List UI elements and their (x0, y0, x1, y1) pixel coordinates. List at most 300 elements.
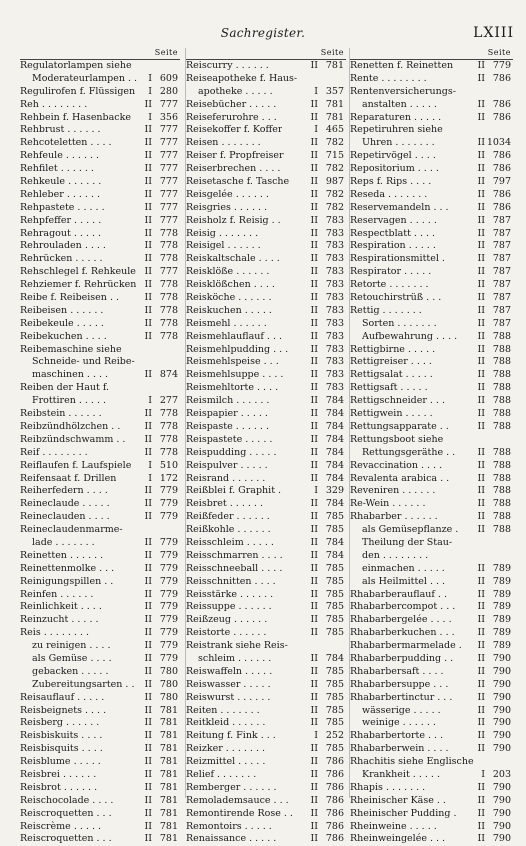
entry-page: 790 (492, 717, 511, 729)
entry-volume: II (477, 678, 485, 690)
entry-term: Rhabarbercompot . . . (350, 601, 456, 613)
entry-volume: II (310, 652, 318, 664)
entry-volume: II (144, 433, 152, 445)
index-entry (186, 614, 346, 627)
entry-volume: II (477, 472, 485, 484)
entry-page: 785 (325, 678, 344, 690)
entry-term: Reisig . . . . . . . (186, 227, 259, 239)
index-entry (20, 318, 180, 331)
entry-volume: II (144, 266, 152, 278)
entry-page: 203 (492, 768, 511, 780)
index-entry (20, 150, 180, 163)
entry-reference (304, 408, 346, 421)
entry-term: Reisbisquits . . . . (20, 743, 103, 755)
entry-reference (138, 485, 180, 498)
index-entry (186, 756, 346, 769)
entry-page: 783 (325, 343, 344, 355)
entry-volume: I (314, 485, 318, 497)
index-entry (20, 640, 180, 653)
entry-reference (138, 743, 180, 756)
entry-reference (471, 821, 513, 834)
entry-term: Regulatorlampen siehe (20, 60, 132, 71)
index-entry (20, 189, 180, 202)
entry-page: 780 (159, 665, 178, 677)
entry-page: 787 (492, 227, 511, 239)
entry-term: Reifensaat f. Drillen (20, 472, 117, 484)
entry-term: Theilung der Stau- (362, 536, 453, 548)
entry-term: Revaccination . . . . (350, 459, 443, 471)
entry-term: Renaissance . . . . . (186, 833, 277, 845)
entry-term: Rehcoteletten . . . . (20, 137, 112, 149)
entry-reference (471, 228, 513, 241)
entry-volume: I (148, 72, 152, 84)
entry-term: Reiskaltschale . . . . (186, 253, 280, 265)
entry-term: Relief . . . . . . . (186, 768, 257, 780)
entry-volume: II (144, 536, 152, 548)
index-entry (350, 421, 513, 434)
entry-volume: II (477, 691, 485, 703)
seite-label: Seite (320, 48, 344, 57)
entry-volume: II (477, 446, 485, 458)
entry-reference (304, 137, 346, 150)
index-entry (350, 176, 513, 189)
entry-term: Reisbrei . . . . . . (20, 768, 97, 780)
entry-term: Reisgries . . . . . . (186, 201, 268, 213)
entry-term: Reiscrème . . . . . (20, 820, 102, 832)
entry-page: 788 (492, 446, 511, 458)
entry-term: Rettungsapparate . . (350, 420, 449, 432)
entry-term: Reibekuchen . . . . (20, 330, 107, 342)
entry-volume: II (477, 627, 485, 639)
entry-page: 778 (159, 227, 178, 239)
entry-term: Rettigwein . . . . . (350, 408, 433, 420)
entry-page: 510 (159, 459, 178, 471)
entry-page: 779 (159, 640, 178, 652)
entry-reference (471, 705, 513, 718)
entry-page: 778 (159, 408, 178, 420)
index-entry (350, 769, 513, 782)
entry-page: 779 (159, 498, 178, 510)
entry-reference (138, 782, 180, 795)
index-entry (186, 266, 346, 279)
entry-page: 785 (325, 704, 344, 716)
index-entry (20, 59, 180, 73)
entry-page: 788 (492, 382, 511, 394)
entry-page: 790 (492, 652, 511, 664)
index-entry (20, 137, 180, 150)
index-entry (186, 176, 346, 189)
index-entry (350, 601, 513, 614)
entry-volume: I (481, 768, 485, 780)
entry-volume: II (310, 382, 318, 394)
index-entry (186, 73, 346, 86)
entry-term: Reiben der Haut f. (20, 382, 110, 394)
index-entry (20, 434, 180, 447)
index-entry (186, 137, 346, 150)
index-entry (350, 730, 513, 743)
entry-term: Reisbeignets . . . . (20, 704, 107, 716)
index-entry (350, 112, 513, 125)
entry-volume: II (310, 549, 318, 561)
entry-reference (138, 112, 180, 125)
entry-page: 783 (325, 227, 344, 239)
entry-reference (471, 511, 513, 524)
entry-reference (138, 73, 180, 86)
entry-page: 781 (325, 111, 344, 123)
entry-volume: II (310, 176, 318, 188)
entry-volume: II (310, 369, 318, 381)
entry-volume: II (310, 704, 318, 716)
entry-volume: II (477, 292, 485, 304)
entry-term: als Gemüse . . . . (32, 652, 112, 664)
entry-term: Rhabarbersaft . . . . (350, 665, 444, 677)
entry-volume: II (310, 820, 318, 832)
entry-term: Reps f. Rips . . . . (350, 176, 432, 188)
entry-term: zu reinigen . . . . (32, 640, 111, 652)
entry-reference (471, 576, 513, 589)
entry-volume: II (477, 163, 485, 175)
index-entry (350, 653, 513, 666)
entry-volume: II (310, 240, 318, 252)
entry-term: maschinen . . . . (32, 369, 109, 381)
entry-page: 781 (159, 768, 178, 780)
entry-page: 785 (325, 601, 344, 613)
entry-volume: II (310, 691, 318, 703)
entry-page: 785 (325, 665, 344, 677)
entry-page: 786 (492, 150, 511, 162)
entry-volume: II (144, 240, 152, 252)
entry-term: Re-Wein . . . . . . (350, 498, 426, 510)
entry-reference (138, 576, 180, 589)
entry-volume: II (477, 317, 485, 329)
index-entry (186, 292, 346, 305)
entry-page: 329 (325, 485, 344, 497)
entry-page: 790 (492, 704, 511, 716)
entry-volume: II (144, 794, 152, 806)
entry-volume: II (310, 201, 318, 213)
entry-term: Zubereitungsarten . . (32, 678, 135, 690)
entry-volume: II (144, 768, 152, 780)
entry-volume: II (144, 652, 152, 664)
entry-reference (471, 382, 513, 395)
index-entry (186, 112, 346, 125)
entry-term: Aufbewahrung . . . . (362, 330, 458, 342)
entry-page: 779 (159, 485, 178, 497)
entry-volume: II (310, 665, 318, 677)
index-entry (20, 666, 180, 679)
entry-term: Reseda . . . . . . . (350, 188, 428, 200)
index-entry (20, 692, 180, 705)
entry-volume: II (310, 292, 318, 304)
entry-page: 781 (325, 60, 344, 71)
index-entry (186, 524, 346, 537)
entry-reference (304, 86, 346, 99)
entry-page: 786 (325, 756, 344, 768)
entry-reference (304, 627, 346, 640)
entry-reference (138, 124, 180, 137)
entry-reference (471, 550, 513, 563)
entry-page: 465 (325, 124, 344, 136)
entry-volume: II (310, 279, 318, 291)
entry-page: 789 (492, 588, 511, 600)
entry-volume: II (477, 214, 485, 226)
entry-reference (304, 717, 346, 730)
entry-volume: II (310, 227, 318, 239)
entry-page: 785 (325, 588, 344, 600)
entry-term: Reiscroquetten . . . (20, 833, 112, 845)
entry-term: Reinetten . . . . . . (20, 549, 104, 561)
index-entry (20, 833, 180, 846)
entry-volume: II (477, 369, 485, 381)
entry-term: Rettig . . . . . . . (350, 304, 422, 316)
entry-volume: II (477, 562, 485, 574)
entry-page: 781 (159, 820, 178, 832)
entry-term: Reismehlspeise . . . (186, 356, 279, 368)
entry-page: 777 (159, 150, 178, 162)
entry-term: Reisblume . . . . . (20, 756, 101, 768)
entry-page: 788 (492, 356, 511, 368)
entry-reference (304, 756, 346, 769)
entry-term: Reisholz f. Reisig . . (186, 214, 281, 226)
entry-volume: II (310, 743, 318, 755)
index-entry (350, 395, 513, 408)
entry-page: 277 (159, 395, 178, 407)
entry-volume: II (310, 420, 318, 432)
index-entry (20, 524, 180, 537)
index-entry (186, 305, 346, 318)
index-entry (186, 124, 346, 137)
entry-page: 783 (325, 292, 344, 304)
entry-volume: II (310, 627, 318, 639)
entry-page: 778 (159, 446, 178, 458)
entry-term: Rentenversicherungs- (350, 85, 456, 97)
index-entry (20, 589, 180, 602)
entry-term: Reiten . . . . . . . (186, 704, 260, 716)
entry-volume: II (144, 665, 152, 677)
entry-page: 788 (492, 459, 511, 471)
entry-reference (471, 318, 513, 331)
index-entry (350, 743, 513, 756)
entry-reference (471, 447, 513, 460)
index-entry (186, 344, 346, 357)
entry-term: Reismehlauflauf . . . (186, 330, 283, 342)
entry-page: 781 (159, 704, 178, 716)
entry-term: Rheinischer Käse . . (350, 794, 446, 806)
entry-reference (471, 589, 513, 602)
entry-page: 781 (159, 781, 178, 793)
entry-page: 788 (492, 330, 511, 342)
entry-term: Rettungsgeräthe . . (362, 446, 456, 458)
entry-volume: II (310, 524, 318, 536)
index-entry (186, 215, 346, 228)
entry-reference (138, 305, 180, 318)
entry-page: 252 (325, 730, 344, 742)
entry-term: Rhabarber . . . . . . (350, 511, 438, 523)
entry-volume: II (144, 781, 152, 793)
entry-reference (304, 421, 346, 434)
entry-term: Reisklößchen . . . . (186, 279, 275, 291)
entry-page: 779 (492, 60, 511, 71)
index-entry (20, 253, 180, 266)
entry-reference (304, 550, 346, 563)
entry-reference (138, 473, 180, 486)
entry-term: Rehfilet . . . . . . (20, 163, 94, 175)
entry-term: Rhabarbertorte . . . (350, 730, 444, 742)
entry-volume: I (314, 124, 318, 136)
entry-volume: II (144, 498, 152, 510)
index-entry (350, 795, 513, 808)
entry-term: Rettungsboot siehe (350, 433, 444, 445)
entry-reference (138, 137, 180, 150)
entry-term: Retouchirstrüß . . . (350, 292, 442, 304)
entry-reference (304, 60, 346, 73)
entry-volume: II (310, 188, 318, 200)
entry-term: lade . . . . . . . (32, 536, 95, 548)
entry-term: Rehschlegel f. Rehkeule (20, 266, 136, 278)
index-entry (350, 756, 513, 769)
entry-page: 778 (159, 420, 178, 432)
entry-volume: II (477, 485, 485, 497)
entry-reference (138, 524, 180, 537)
entry-page: 778 (159, 240, 178, 252)
entry-term: Uhren . . . . . . . (362, 137, 435, 149)
entry-term: Rehrücken . . . . . (20, 253, 103, 265)
entry-page: 778 (159, 253, 178, 265)
entry-reference (138, 627, 180, 640)
entry-reference (471, 124, 513, 137)
entry-reference (138, 356, 180, 369)
entry-page: 785 (325, 614, 344, 626)
entry-reference (138, 460, 180, 473)
entry-volume: II (310, 343, 318, 355)
entry-volume: II (477, 717, 485, 729)
entry-term: Reißkohle . . . . . . (186, 524, 271, 536)
entry-reference (304, 821, 346, 834)
entry-volume: II (144, 614, 152, 626)
index-entry (186, 808, 346, 821)
entry-volume: II (144, 601, 152, 613)
entry-term: Reisebücher . . . . . (186, 98, 277, 110)
index-entry (350, 318, 513, 331)
index-column-3 (349, 48, 513, 845)
entry-volume: II (310, 330, 318, 342)
entry-reference (471, 176, 513, 189)
entry-reference (138, 369, 180, 382)
index-entry (350, 460, 513, 473)
entry-list (20, 59, 180, 846)
index-entry (20, 601, 180, 614)
index-entry (186, 730, 346, 743)
entry-volume: II (310, 614, 318, 626)
entry-volume: II (310, 807, 318, 819)
entry-term: wässerige . . . . . (362, 704, 441, 716)
entry-reference (304, 730, 346, 743)
entry-reference (138, 447, 180, 460)
entry-page: 778 (159, 292, 178, 304)
index-entry (186, 408, 346, 421)
entry-volume: II (144, 420, 152, 432)
entry-reference (138, 318, 180, 331)
entry-reference (304, 369, 346, 382)
entry-volume: II (310, 60, 318, 71)
entry-term: Rhabarberauflauf . . (350, 588, 447, 600)
entry-reference (304, 524, 346, 537)
entry-page: 789 (492, 575, 511, 587)
seite-label: Seite (487, 48, 511, 57)
entry-term: Reismehlsuppe . . . . (186, 369, 284, 381)
entry-volume: II (477, 240, 485, 252)
index-entry (186, 150, 346, 163)
entry-volume: II (310, 781, 318, 793)
index-entry (350, 537, 513, 550)
index-entry (20, 163, 180, 176)
entry-reference (471, 808, 513, 821)
entry-term: Reiser f. Propfreiser (186, 150, 284, 162)
index-entry (350, 163, 513, 176)
entry-page: 790 (492, 730, 511, 742)
entry-volume: II (477, 614, 485, 626)
index-entry (186, 447, 346, 460)
entry-page: 783 (325, 266, 344, 278)
index-entry (186, 202, 346, 215)
entry-volume: II (144, 704, 152, 716)
entry-term: Reismehl . . . . . . (186, 317, 267, 329)
entry-page: 786 (492, 163, 511, 175)
index-entry (186, 382, 346, 395)
entry-term: Reineclaudenmarme- (20, 524, 123, 536)
entry-volume: II (477, 330, 485, 342)
entry-page: 786 (325, 833, 344, 845)
entry-reference (304, 692, 346, 705)
entry-volume: II (477, 652, 485, 664)
entry-term: Reismehlpudding . . . (186, 343, 289, 355)
index-entry (350, 705, 513, 718)
index-entry (20, 279, 180, 292)
entry-reference (138, 163, 180, 176)
entry-reference (138, 60, 180, 73)
entry-term: Reibekeule . . . . . (20, 317, 104, 329)
entry-volume: I (148, 395, 152, 407)
entry-term: einmachen . . . . . (362, 562, 445, 574)
entry-term: Reisköche . . . . . . (186, 292, 272, 304)
index-entry (186, 692, 346, 705)
index-entry (350, 808, 513, 821)
entry-page: 874 (159, 369, 178, 381)
entry-reference (138, 408, 180, 421)
index-entry (350, 59, 513, 73)
entry-page: 781 (159, 807, 178, 819)
entry-reference (138, 498, 180, 511)
entry-page: 987 (325, 176, 344, 188)
entry-term: Reibstein . . . . . . (20, 408, 102, 420)
entry-term: Reisauflauf . . . . . (20, 691, 105, 703)
entry-volume: II (477, 524, 485, 536)
entry-page: 787 (492, 214, 511, 226)
entry-reference (138, 563, 180, 576)
entry-term: schleim . . . . . . (198, 652, 272, 664)
entry-reference (304, 202, 346, 215)
entry-reference (471, 60, 513, 73)
index-entry (350, 563, 513, 576)
entry-page: 172 (159, 472, 178, 484)
entry-reference (471, 563, 513, 576)
index-entry (20, 614, 180, 627)
index-entry (186, 821, 346, 834)
entry-volume: II (144, 820, 152, 832)
index-entry (186, 653, 346, 666)
entry-page: 784 (325, 459, 344, 471)
index-entry (20, 511, 180, 524)
